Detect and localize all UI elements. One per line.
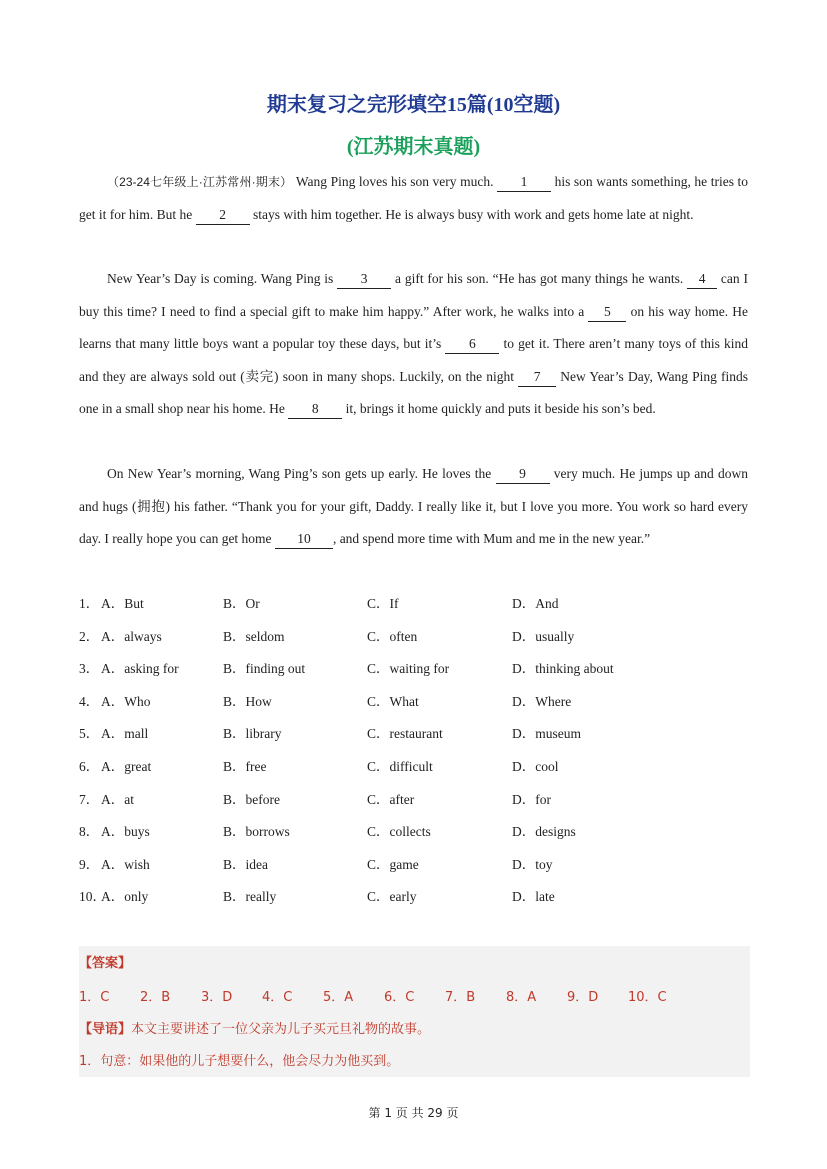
option-c: C．early bbox=[367, 889, 417, 905]
passage-text: his son wants something, he tries to get it for him. But he bbox=[79, 174, 749, 222]
option-d: D．museum bbox=[512, 726, 581, 742]
option-b: B．before bbox=[223, 791, 280, 807]
answer-item: 2．B bbox=[140, 990, 171, 1005]
option-b: B．really bbox=[223, 889, 277, 905]
question-number: 9． bbox=[79, 856, 100, 872]
guide-line bbox=[79, 1018, 430, 1037]
option-c: C．What bbox=[367, 693, 419, 709]
blank-1: 1 bbox=[497, 173, 551, 192]
option-c: C．restaurant bbox=[367, 726, 443, 742]
option-d: D．thinking about bbox=[512, 661, 614, 677]
passage-text: on his way home. He learns that many little boys want a popular toy these days, but it’s bbox=[79, 303, 749, 351]
option-a: A．wish bbox=[101, 856, 150, 872]
blank-4: 4 bbox=[687, 270, 717, 289]
option-row bbox=[79, 686, 748, 719]
guide-text: 本文主要讲述了一位父亲为儿子买元旦礼物的故事。 bbox=[131, 1022, 431, 1037]
blank-7: 7 bbox=[518, 368, 556, 387]
question-number: 8． bbox=[79, 824, 100, 840]
passage-paragraph-1 bbox=[79, 166, 748, 231]
option-row bbox=[79, 849, 748, 882]
option-a: A．only bbox=[101, 889, 149, 905]
answer-item: 7．B bbox=[445, 990, 476, 1005]
answer-item: 5．A bbox=[323, 990, 354, 1005]
passage-text: to get it. There aren’t many toys of this kind and they are always sold out (卖完) soon in many shops. Luckily, on the night bbox=[79, 336, 748, 384]
guide-label: 【导语】 bbox=[79, 1022, 132, 1037]
answer-item: 10．C bbox=[628, 990, 667, 1005]
question-number: 6． bbox=[79, 758, 100, 774]
answer-label: 【答案】 bbox=[79, 956, 132, 971]
option-d: D．toy bbox=[512, 856, 553, 872]
option-b: B．free bbox=[223, 758, 267, 774]
option-d: D．designs bbox=[512, 824, 576, 840]
source-note: （23-24七年级上·江苏常州·期末） bbox=[107, 175, 293, 189]
blank-8: 8 bbox=[288, 400, 342, 419]
blank-5: 5 bbox=[588, 303, 626, 322]
blank-10: 10 bbox=[275, 530, 333, 549]
answer-key bbox=[79, 986, 689, 1005]
question-number: 5． bbox=[79, 726, 100, 742]
option-d: D．late bbox=[512, 889, 555, 905]
option-c: C．waiting for bbox=[367, 661, 450, 677]
option-d: D．And bbox=[512, 596, 559, 611]
question-number: 2． bbox=[79, 628, 100, 644]
answer-item: 9．D bbox=[567, 990, 599, 1005]
question-number: 1． bbox=[79, 596, 100, 611]
answer-box bbox=[79, 946, 750, 1077]
option-row bbox=[79, 588, 748, 621]
option-a: A．always bbox=[101, 628, 162, 644]
passage-text: , and spend more time with Mum and me in the new year.” bbox=[332, 531, 651, 546]
passage-paragraph-2 bbox=[79, 263, 748, 426]
option-b: B．library bbox=[223, 726, 282, 742]
passage-text: it, brings it home quickly and puts it beside his son’s bed. bbox=[345, 401, 656, 416]
option-c: C．difficult bbox=[367, 758, 433, 774]
option-b: B．Or bbox=[223, 596, 260, 611]
option-a: A．buys bbox=[101, 824, 150, 840]
option-d: D．usually bbox=[512, 628, 575, 644]
blank-3: 3 bbox=[337, 270, 391, 289]
passage-text: a gift for his son. “He has got many things he wants. bbox=[395, 271, 684, 286]
option-a: A．Who bbox=[101, 693, 151, 709]
blank-9: 9 bbox=[496, 465, 550, 484]
passage-text: can I buy this time? I need to find a special gift to make him happy.” After work, he walks into a bbox=[79, 271, 748, 319]
page-footer: 第 1 页 共 29 页 bbox=[368, 1106, 459, 1120]
option-b: B．borrows bbox=[223, 824, 290, 840]
answer-item: 1．C bbox=[79, 990, 110, 1005]
answer-item: 6．C bbox=[384, 990, 415, 1005]
option-row bbox=[79, 816, 748, 849]
option-b: B．idea bbox=[223, 856, 268, 872]
option-row bbox=[79, 881, 748, 914]
option-c: C．game bbox=[367, 856, 419, 872]
option-c: C．If bbox=[367, 596, 399, 611]
explanation-1: 1．句意：如果他的儿子想要什么，他会尽力为他买到。 bbox=[79, 1054, 400, 1069]
question-number: 4． bbox=[79, 693, 100, 709]
page-subtitle: (江苏期末真题) bbox=[346, 136, 481, 158]
option-row bbox=[79, 653, 748, 686]
option-row bbox=[79, 784, 748, 817]
answer-item: 4．C bbox=[262, 990, 293, 1005]
question-number: 7． bbox=[79, 791, 100, 807]
page-title: 期末复习之完形填空15篇(10空题) bbox=[266, 94, 561, 116]
answer-item: 8．A bbox=[506, 990, 537, 1005]
option-a: A．great bbox=[101, 758, 152, 774]
passage-text: stays with him together. He is always busy with work and gets home late at night. bbox=[252, 206, 694, 222]
option-b: B．How bbox=[223, 693, 272, 709]
answer-item: 3．D bbox=[201, 990, 233, 1005]
option-a: A．at bbox=[101, 791, 134, 807]
option-row bbox=[79, 621, 748, 654]
passage-text: On New Year’s morning, Wang Ping’s son gets up early. He loves the bbox=[107, 466, 492, 481]
blank-6: 6 bbox=[445, 335, 499, 354]
option-row bbox=[79, 718, 748, 751]
options-list bbox=[79, 588, 748, 914]
option-c: C．often bbox=[367, 628, 418, 644]
option-c: C．collects bbox=[367, 824, 431, 840]
option-d: D．for bbox=[512, 791, 551, 807]
option-a: A．But bbox=[101, 596, 144, 611]
question-number: 3． bbox=[79, 661, 100, 677]
option-row bbox=[79, 751, 748, 784]
passage-text: New Year’s Day is coming. Wang Ping is bbox=[107, 271, 334, 286]
passage-text: very much. He jumps up and down and hugs (拥抱) his father. “Thank you for your gift, Daddy. I really like it, but I love you more. You work so hard every day. I really hope you can get home bbox=[79, 466, 749, 546]
passage-text: New Year’s Day, Wang Ping finds one in a small shop near his home. He bbox=[79, 368, 749, 416]
option-b: B．seldom bbox=[223, 628, 285, 644]
option-a: A．mall bbox=[101, 726, 149, 742]
option-b: B．finding out bbox=[223, 661, 306, 677]
option-a: A．asking for bbox=[101, 661, 179, 677]
blank-2: 2 bbox=[196, 206, 250, 225]
option-d: D．Where bbox=[512, 693, 572, 709]
option-d: D．cool bbox=[512, 758, 559, 774]
passage-paragraph-3 bbox=[79, 458, 748, 556]
option-c: C．after bbox=[367, 791, 415, 807]
passage-text: Wang Ping loves his son very much. bbox=[295, 174, 494, 189]
question-number: 10． bbox=[79, 889, 106, 905]
